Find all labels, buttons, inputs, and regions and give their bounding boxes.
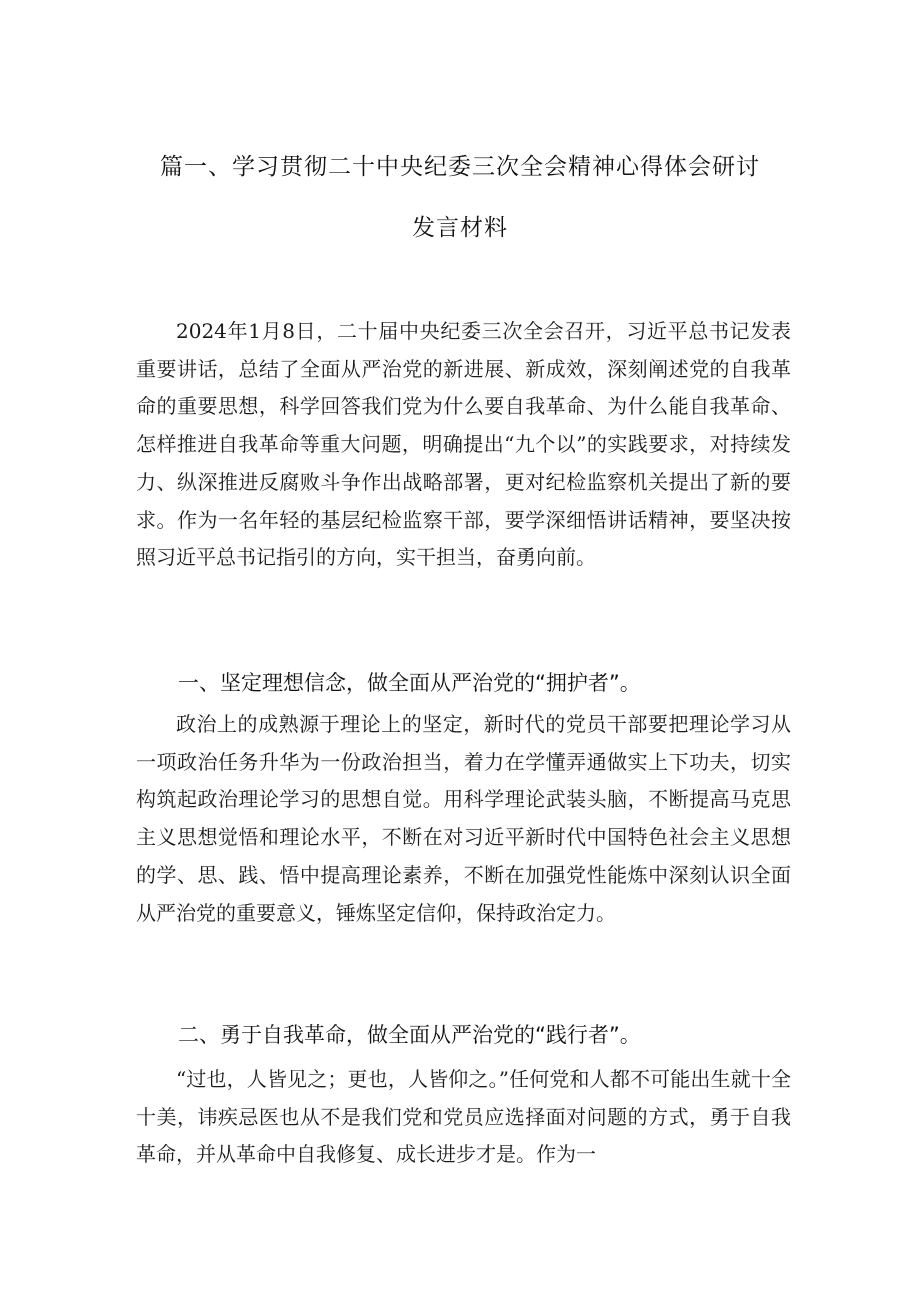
- section-2-heading: 二、勇于自我革命，做全面从严治党的“践行者”。: [178, 1023, 641, 1047]
- section-1-paragraph: 政治上的成熟源于理论上的坚定，新时代的党员干部要把理论学习从一项政治任务升华为一份政治担当，着力在学懂弄通做实上下功夫，切实构筑起政治理论学习的思想自觉。用科学理论武装头脑，不断提高马克思主义思想觉悟和理论水平，不断在对习近平新时代中国特色社会主义思想的学、思、践、悟中提高理论素养，不断在加强党性能炼中深刻认识全面从严治党的重要意义，锤炼坚定信仰，保持政治定力。: [136, 712, 791, 925]
- section-2-paragraph: “过也，人皆见之；更也，人皆仰之。”任何党和人都不可能出生就十全十美，讳疾忌医也从不是我们党和党员应选择面对问题的方式，勇于自我革命，并从革命中自我修复、成长进步才是。作为一: [136, 1067, 791, 1167]
- document-title-line-2: 发言材料: [412, 215, 508, 241]
- document-title-line-1: 篇一、学习贯彻二十中央纪委三次全会精神心得体会研讨: [160, 154, 760, 180]
- intro-paragraph: 2024年1月8日，二十届中央纪委三次全会召开，习近平总书记发表重要讲话，总结了全面从严治党的新进展、新成效，深刻阐述党的自我革命的重要思想，科学回答我们党为什么要自我革命、为什么能自我革命、怎样推进自我革命等重大问题，明确提出“九个以”的实践要求，对持续发力、纵深推进反腐败斗争作出战略部署，更对纪检监察机关提出了新的要求。作为一名年轻的基层纪检监察干部，要学深细悟讲话精神，要坚决按照习近平总书记指引的方向，实干担当，奋勇向前。: [136, 319, 791, 570]
- section-1-heading: 一、坚定理想信念，做全面从严治党的“拥护者”。: [178, 671, 641, 695]
